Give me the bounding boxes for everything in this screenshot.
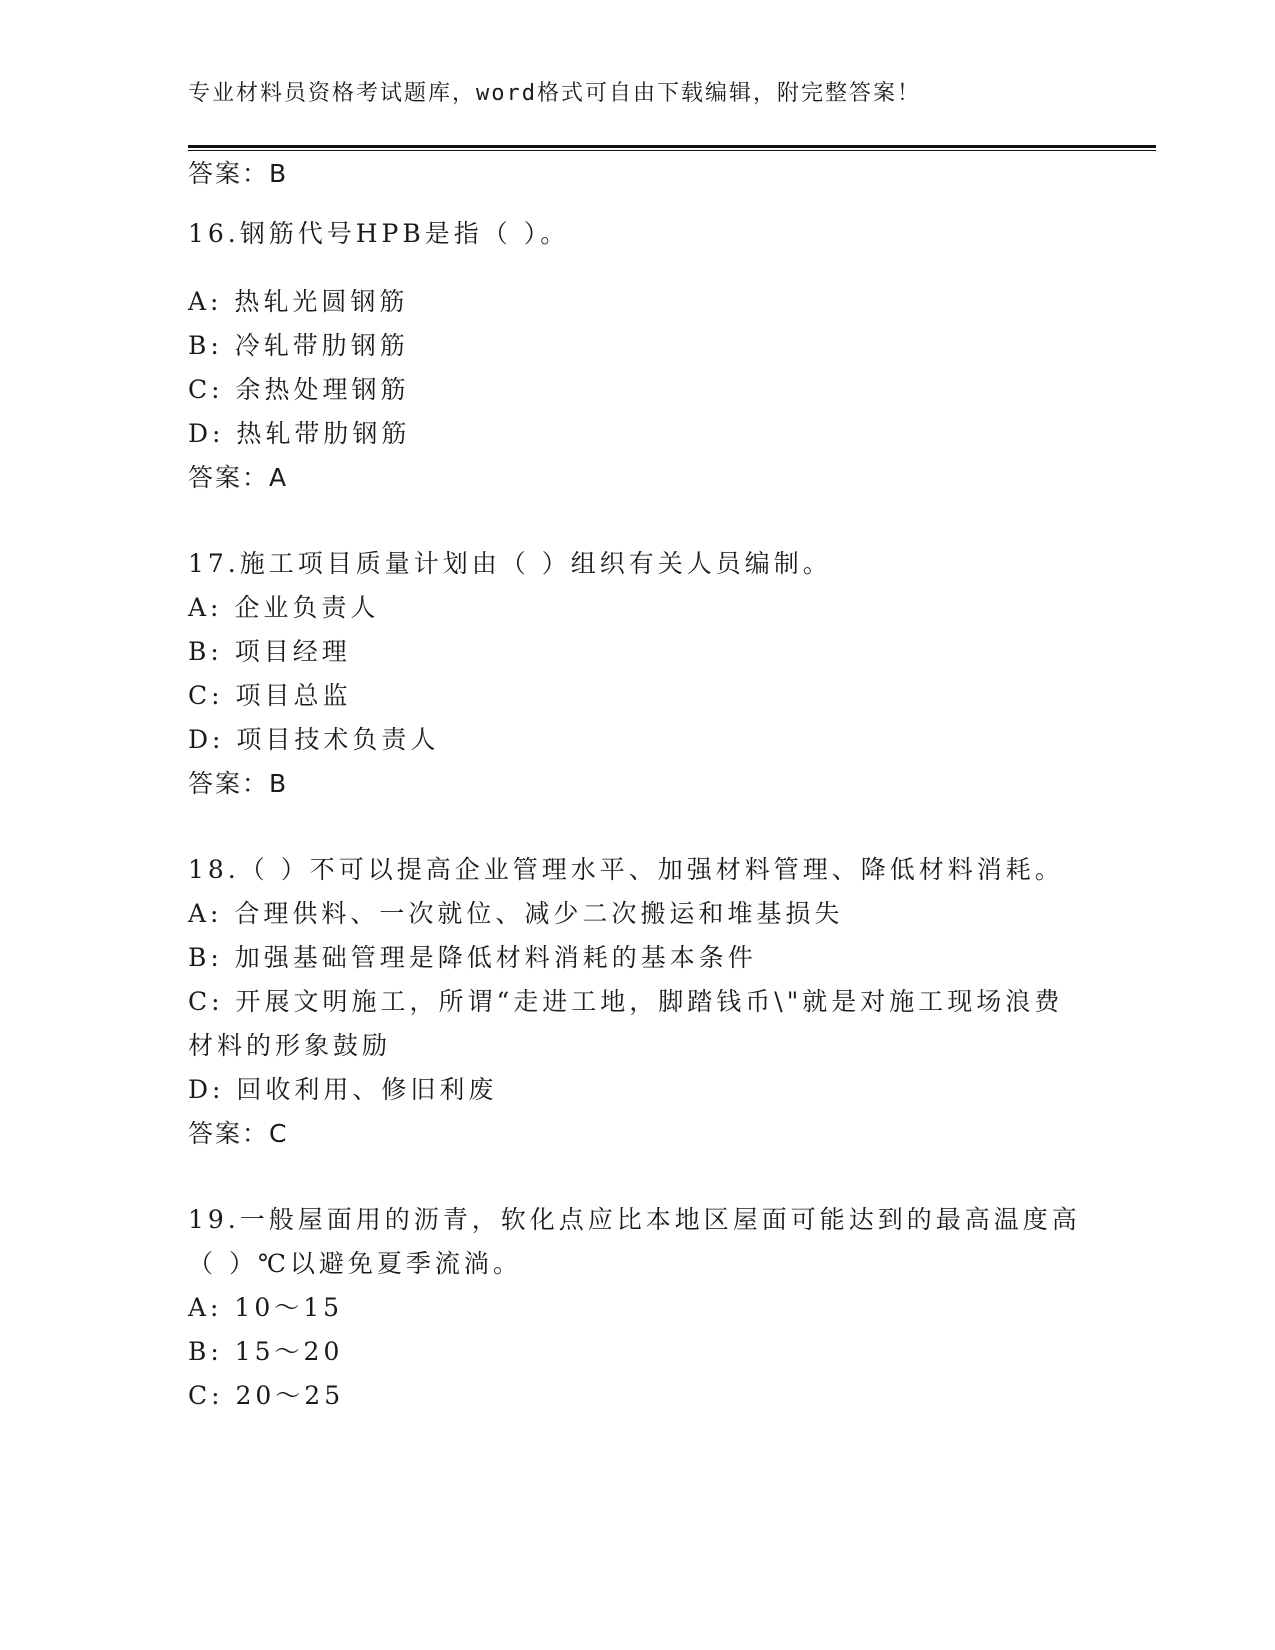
question-text: 17.施工项目质量计划由（ ）组织有关人员编制。 bbox=[188, 549, 832, 578]
option-b: B: 15～20 bbox=[188, 1337, 344, 1366]
option-b: B: 加强基础管理是降低材料消耗的基本条件 bbox=[188, 943, 757, 972]
option-c-continued: 材料的形象鼓励 bbox=[188, 1031, 392, 1060]
option-c: C: 余热处理钢筋 bbox=[188, 375, 410, 404]
option-a: A: 10～15 bbox=[188, 1293, 344, 1322]
option-d: D: 项目技术负责人 bbox=[188, 725, 440, 754]
question-text: 16.钢筋代号HPB是指（ ）。 bbox=[188, 219, 570, 248]
question-text: 18.（ ）不可以提高企业管理水平、加强材料管理、降低材料消耗。 bbox=[188, 855, 1064, 884]
question-text-continued: （ ）℃以避免夏季流淌。 bbox=[188, 1249, 522, 1278]
option-a: A: 热轧光圆钢筋 bbox=[188, 287, 409, 316]
option-c: C: 开展文明施工，所谓“走进工地，脚踏钱币\"就是对施工现场浪费 bbox=[188, 987, 1064, 1016]
page-header: 专业材料员资格考试题库，word格式可自由下载编辑，附完整答案！ bbox=[188, 81, 921, 106]
answer-line: 答案：C bbox=[188, 1119, 289, 1148]
option-c: C: 20～25 bbox=[188, 1381, 345, 1410]
question-text: 19.一般屋面用的沥青，软化点应比本地区屋面可能达到的最高温度高 bbox=[188, 1205, 1081, 1234]
answer-line: 答案：B bbox=[188, 159, 289, 188]
option-b: B: 项目经理 bbox=[188, 637, 351, 666]
option-d: D: 热轧带肋钢筋 bbox=[188, 419, 411, 448]
option-a: A: 企业负责人 bbox=[188, 593, 380, 622]
answer-line: 答案：B bbox=[188, 769, 289, 798]
header-rule-thin bbox=[188, 150, 1156, 151]
option-a: A: 合理供料、一次就位、减少二次搬运和堆基损失 bbox=[188, 899, 844, 928]
option-c: C: 项目总监 bbox=[188, 681, 352, 710]
option-d: D: 回收利用、修旧利废 bbox=[188, 1075, 498, 1104]
header-rule-thick bbox=[188, 145, 1156, 148]
option-b: B: 冷轧带肋钢筋 bbox=[188, 331, 409, 360]
answer-line: 答案：A bbox=[188, 463, 289, 492]
